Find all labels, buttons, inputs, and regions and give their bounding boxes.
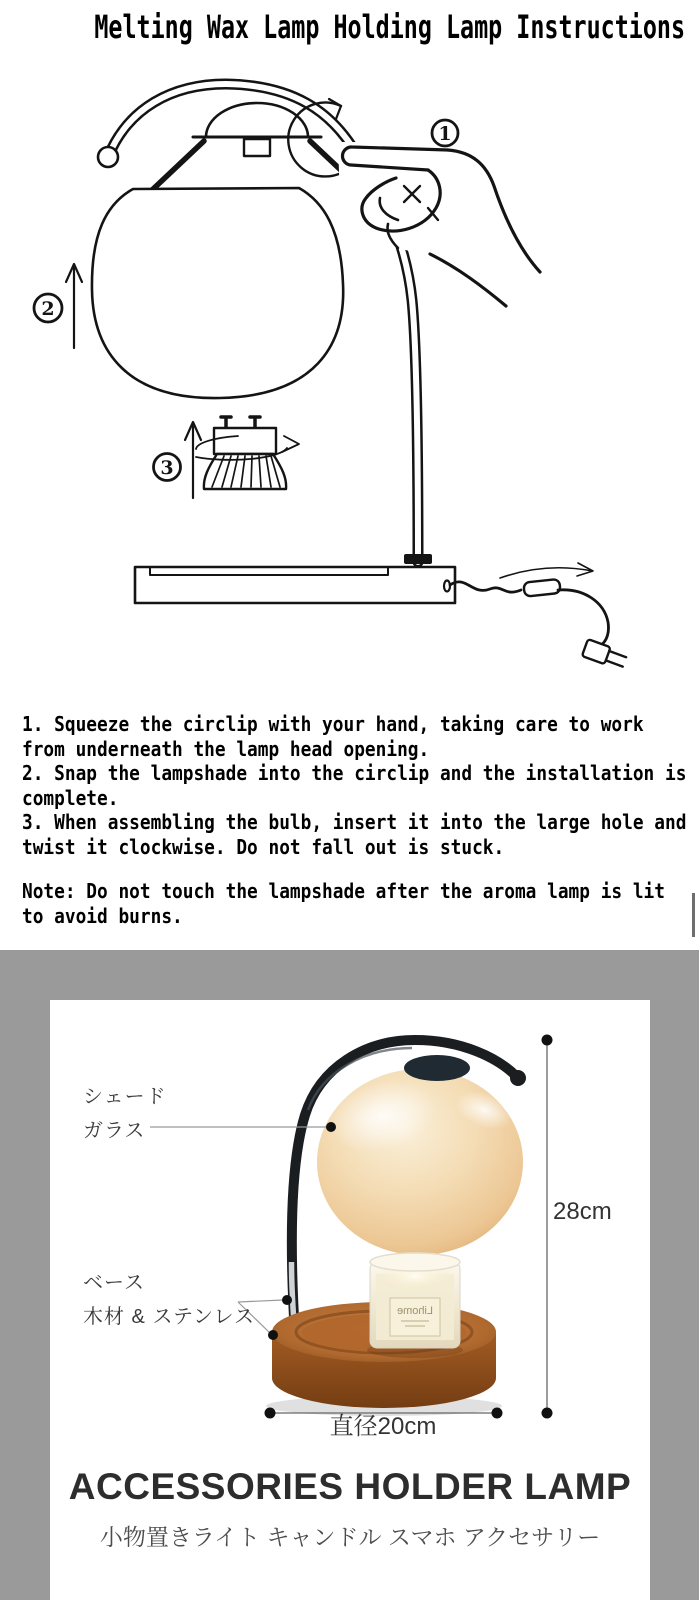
shade-material-label bbox=[83, 1080, 167, 1148]
base-drawing bbox=[135, 567, 455, 603]
base-material-label bbox=[83, 1266, 255, 1334]
socket-circlip-drawing bbox=[151, 99, 363, 191]
lampshade-drawing bbox=[92, 188, 343, 398]
step-line: 1. Squeeze the circlip with your hand, taking care to work bbox=[22, 712, 644, 736]
diameter-dimension-label: 直径20cm bbox=[329, 1413, 437, 1440]
right-arrow-icon bbox=[500, 568, 592, 578]
base-label-line: ベース bbox=[83, 1272, 145, 1294]
step-line: 3. When assembling the bulb, insert it into the large hole and bbox=[22, 810, 687, 834]
product-panel bbox=[0, 950, 699, 1600]
step-1-badge bbox=[432, 120, 458, 146]
scrollbar-artifact bbox=[692, 893, 695, 937]
power-cord-drawing bbox=[450, 563, 628, 670]
step-line: from underneath the lamp head opening. bbox=[22, 736, 430, 761]
step-2-badge bbox=[34, 264, 82, 348]
warning-note bbox=[22, 879, 665, 928]
bulb-drawing bbox=[196, 417, 299, 489]
step-3-badge bbox=[154, 422, 202, 498]
product-subtitle: 小物置きライト キャンドル スマホ アクセサリー bbox=[99, 1524, 601, 1550]
step-1-number: 1 bbox=[438, 123, 452, 145]
product-title: ACCESSORIES HOLDER LAMP bbox=[68, 1466, 632, 1507]
step-2-number: 2 bbox=[41, 298, 55, 320]
note-line: to avoid burns. bbox=[22, 903, 183, 928]
product-photo bbox=[50, 1010, 650, 1470]
step-line: twist it clockwise. Do not fall out is stuck. bbox=[22, 834, 505, 859]
hand-drawing bbox=[338, 142, 546, 310]
height-dimension-label: 28cm bbox=[553, 1198, 612, 1225]
plug-icon bbox=[582, 639, 628, 670]
glass-shade-photo bbox=[317, 1055, 523, 1255]
step-3-number: 3 bbox=[160, 457, 174, 479]
page-title: Melting Wax Lamp Holding Lamp Instructions bbox=[94, 8, 686, 46]
inline-switch-icon bbox=[523, 579, 560, 597]
candle-photo bbox=[367, 1253, 463, 1358]
step-line: complete. bbox=[22, 785, 119, 810]
shade-label-line: ガラス bbox=[83, 1120, 146, 1142]
instruction-text bbox=[22, 712, 687, 928]
base-label-line: 木材 & ステンレス bbox=[83, 1306, 255, 1328]
product-card bbox=[50, 1000, 650, 1600]
candle-brand-text: Lihome bbox=[396, 1305, 434, 1317]
step-line: 2. Snap the lampshade into the circlip and the installation is bbox=[22, 761, 687, 785]
lamp-assembly-diagram bbox=[0, 0, 699, 700]
shade-label-line: シェード bbox=[83, 1086, 167, 1108]
note-line: Note: Do not touch the lampshade after the aroma lamp is lit bbox=[22, 879, 665, 903]
